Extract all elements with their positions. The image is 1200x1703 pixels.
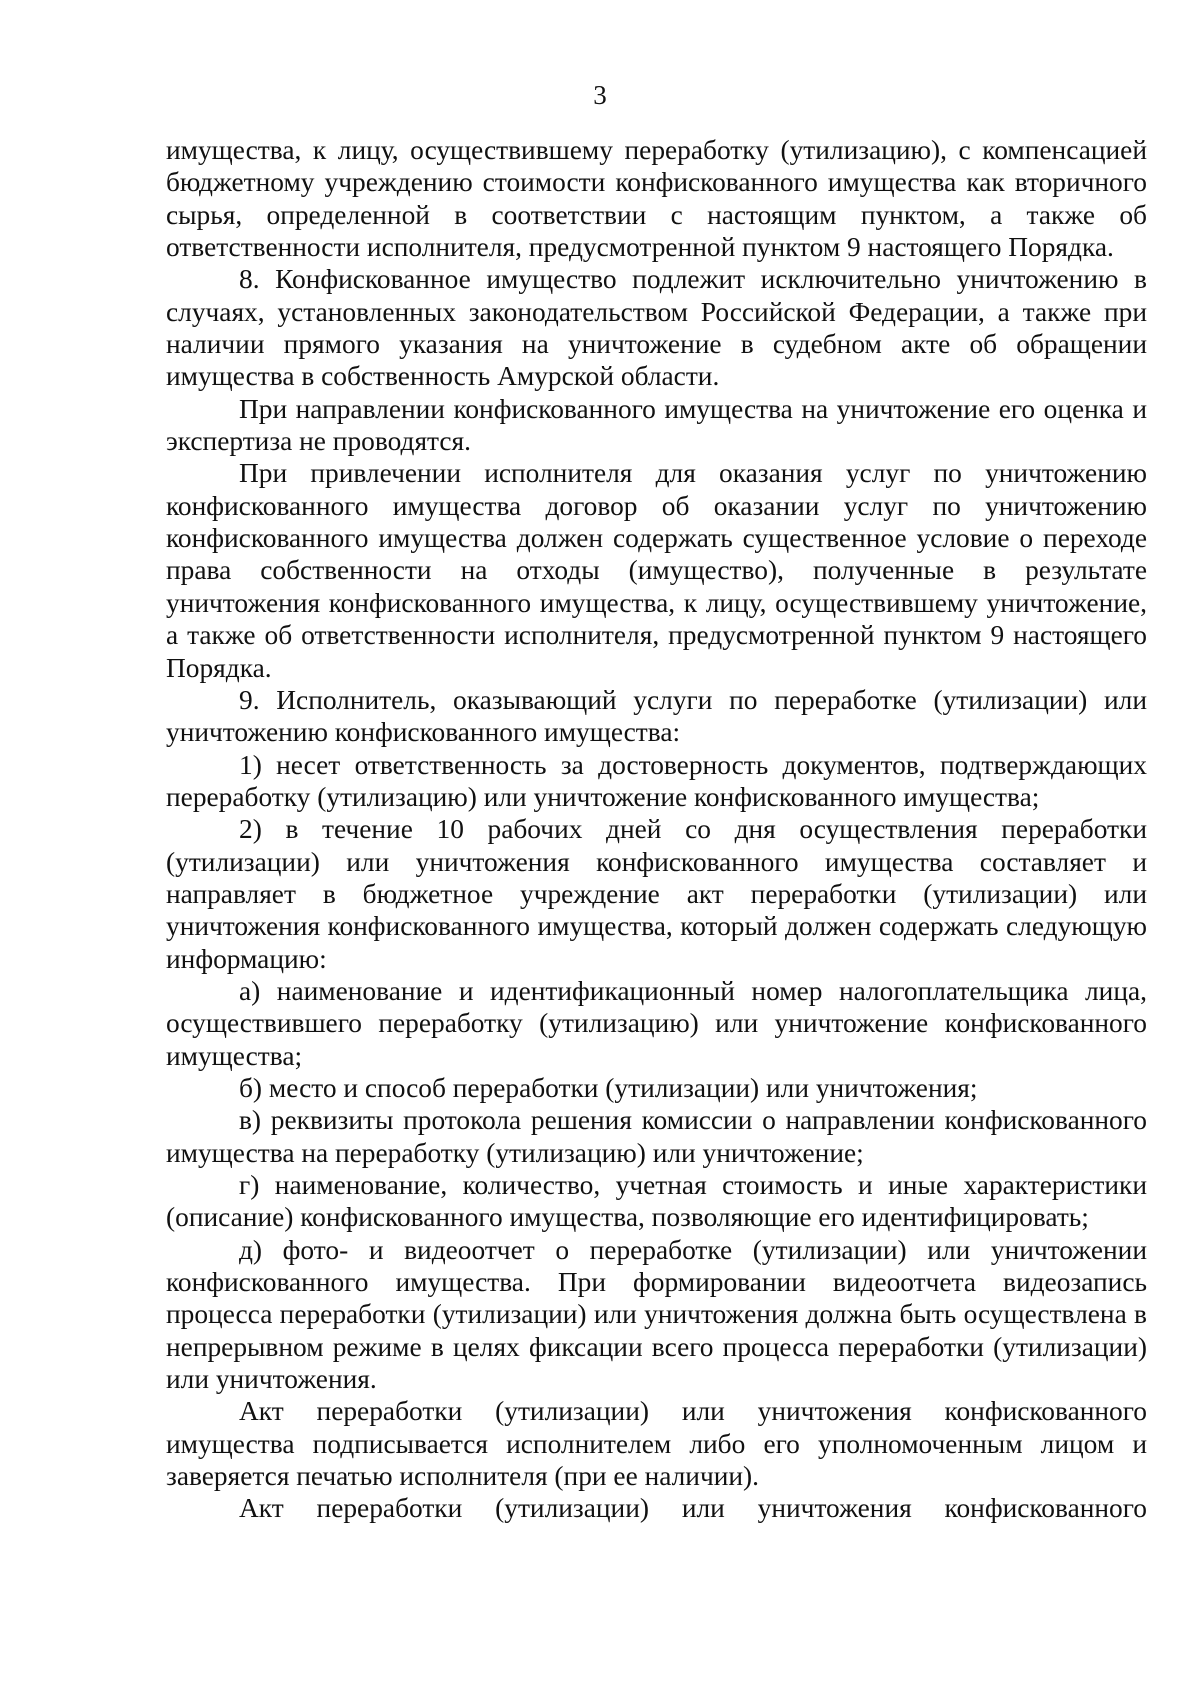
page-number: 3 bbox=[593, 80, 607, 110]
paragraph-subitem-g: г) наименование, количество, учетная стоимость и иные характеристики (описание) конфискованного имущества, позволяющие его идентифицировать; bbox=[166, 1170, 1147, 1233]
paragraph-act-signing: Акт переработки (утилизации) или уничтожения конфискованного имущества подписывается исполнителем либо его уполномоченным лицом и заверяется печатью исполнителя (при ее наличии). bbox=[166, 1396, 1147, 1492]
paragraph-continuation: имущества, к лицу, осуществившему переработку (утилизацию), с компенсацией бюджетному учреждению стоимости конфискованного имущества как вторичного сырья, определенной в соответствии с настоящим пунктом, а также об ответственности исполнителя, предусмотренной пунктом 9 настоящего Порядка. bbox=[166, 135, 1147, 263]
paragraph-item-9: 9. Исполнитель, оказывающий услуги по переработке (утилизации) или уничтожению конфискованного имущества: bbox=[166, 684, 1147, 748]
paragraph-subitem-v: в) реквизиты протокола решения комиссии о направлении конфискованного имущества на переработку (утилизацию) или уничтожение; bbox=[166, 1105, 1147, 1168]
paragraph-subitem-d: д) фото- и видеоотчет о переработке (утилизации) или уничтожении конфискованного имущества. При формировании видеоотчета видеозапись процесса переработки (утилизации) или уничтожения должна быть осуществлена в непрерывном режиме в целях фиксации всего процесса переработки (утилизации) или уничтожения. bbox=[166, 1234, 1147, 1395]
paragraph-subitem-1: 1) несет ответственность за достоверность документов, подтверждающих переработку (утилизацию) или уничтожение конфискованного имущества; bbox=[166, 749, 1147, 812]
paragraph-item-8: 8. Конфискованное имущество подлежит исключительно уничтожению в случаях, установленных законодательством Российской Федерации, а также при наличии прямого указания на уничтожение в судебном акте об обращении имущества в собственность Амурской области. bbox=[166, 264, 1147, 392]
paragraph-no-valuation: При направлении конфискованного имущества на уничтожение его оценка и экспертиза не проводятся. bbox=[166, 393, 1147, 457]
paragraph-subitem-b: б) место и способ переработки (утилизации) или уничтожения; bbox=[239, 1072, 978, 1103]
paragraph-subitem-2: 2) в течение 10 рабочих дней со дня осуществления переработки (утилизации) или уничтожения конфискованного имущества составляет и направляет в бюджетное учреждение акт переработки (утилизации) или уничтожения конфискованного имущества, который должен содержать следующую информацию: bbox=[166, 814, 1147, 974]
paragraph-act-continued: Акт переработки (утилизации) или уничтожения конфискованного bbox=[239, 1493, 1147, 1524]
paragraph-destruction-contract: При привлечении исполнителя для оказания услуг по уничтожению конфискованного имущества договор об оказании услуг по уничтожению конфискованного имущества должен содержать существенное условие о переходе права собственности на отходы (имущество), полученные в результате уничтожения конфискованного имущества, к лицу, осуществившему уничтожение, а также об ответственности исполнителя, предусмотренной пунктом 9 настоящего Порядка. bbox=[166, 458, 1147, 683]
paragraph-subitem-a: а) наименование и идентификационный номер налогоплательщика лица, осуществившего переработку (утилизацию) или уничтожение конфискованного имущества; bbox=[166, 975, 1147, 1071]
document-body bbox=[166, 134, 1147, 1525]
